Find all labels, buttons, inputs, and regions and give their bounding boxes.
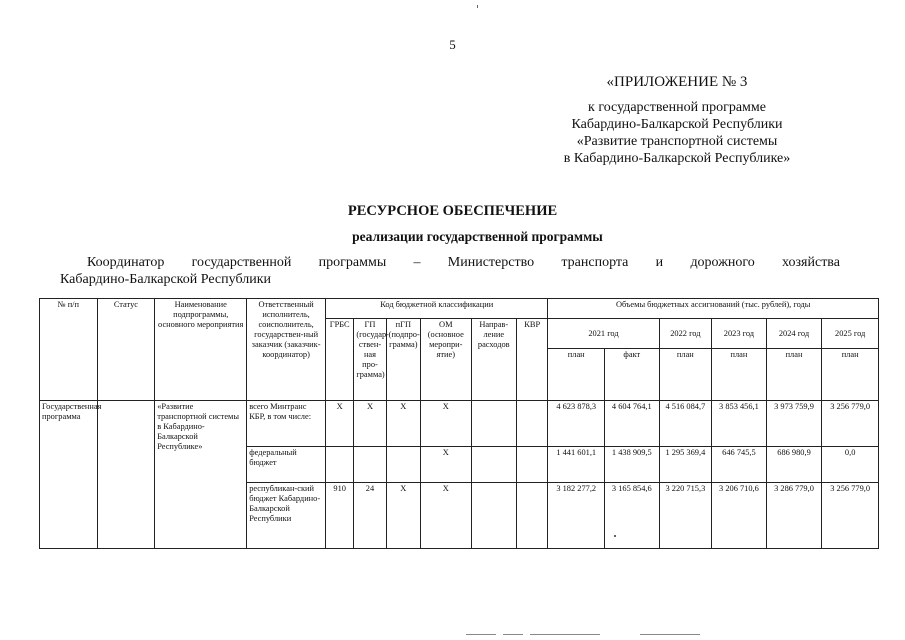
appendix-line: в Кабардино-Балкарской Республике» bbox=[563, 151, 791, 166]
header-pgp: пГП (подпро-грамма) bbox=[386, 319, 420, 401]
code-cell bbox=[326, 447, 354, 483]
header-year-2021: 2021 год bbox=[548, 319, 659, 349]
exec-cell: республикан-ский бюджет Кабардино-Балкарской Республики bbox=[247, 483, 326, 549]
header-num: № п/п bbox=[40, 299, 98, 401]
value-cell: 3 286 779,0 bbox=[766, 483, 822, 549]
value-cell: 3 973 759,9 bbox=[766, 401, 822, 447]
value-cell: 1 438 909,5 bbox=[605, 447, 660, 483]
appendix-block bbox=[527, 74, 827, 167]
header-exec: Ответственный исполнитель, соисполнитель, государствен-ный заказчик (заказчик-координатор) bbox=[247, 299, 326, 401]
code-cell bbox=[471, 447, 516, 483]
scan-dot bbox=[614, 535, 616, 537]
subheader-plan: план bbox=[766, 349, 822, 401]
scan-artifact-line bbox=[466, 634, 496, 635]
value-cell: 646 745,5 bbox=[712, 447, 767, 483]
subheader-plan: план bbox=[659, 349, 712, 401]
coordinator-word: хозяйства bbox=[782, 255, 840, 270]
scan-speck bbox=[477, 5, 478, 8]
header-budget-code: Код бюджетной классификации bbox=[326, 299, 548, 319]
code-cell bbox=[517, 483, 548, 549]
value-cell: 3 220 715,3 bbox=[659, 483, 712, 549]
subheader-plan: план bbox=[822, 349, 879, 401]
value-cell: 3 256 779,0 bbox=[822, 401, 879, 447]
header-volumes: Объемы бюджетных ассигнований (тыс. рублей), годы bbox=[548, 299, 879, 319]
code-cell: X bbox=[354, 401, 386, 447]
coordinator-word: и bbox=[655, 255, 664, 270]
scan-artifact-line bbox=[530, 634, 600, 635]
header-napr: Направ-ление расходов bbox=[471, 319, 516, 401]
header-gp: ГП (государ-ствен-ная про-грамма) bbox=[354, 319, 386, 401]
scan-artifact-line bbox=[640, 634, 700, 635]
appendix-line: Кабардино-Балкарской Республики bbox=[571, 117, 783, 132]
code-cell: 24 bbox=[354, 483, 386, 549]
appendix-heading: «ПРИЛОЖЕНИЕ № 3 bbox=[606, 74, 748, 90]
code-cell bbox=[517, 447, 548, 483]
header-om: ОМ (основное меропри-ятие) bbox=[421, 319, 472, 401]
value-cell: 4 604 764,1 bbox=[605, 401, 660, 447]
value-cell: 686 980,9 bbox=[766, 447, 822, 483]
resource-table bbox=[39, 298, 879, 549]
empty-cell bbox=[97, 401, 155, 549]
value-cell: 1 295 369,4 bbox=[659, 447, 712, 483]
subheader-plan: план bbox=[712, 349, 767, 401]
coordinator-line2: Кабардино-Балкарской Республики bbox=[60, 272, 271, 287]
coordinator-word: государственной bbox=[191, 255, 292, 270]
value-cell: 3 206 710,6 bbox=[712, 483, 767, 549]
value-cell: 3 165 854,6 bbox=[605, 483, 660, 549]
code-cell: X bbox=[326, 401, 354, 447]
coordinator-word: Министерство bbox=[447, 255, 535, 270]
exec-cell: всего Минтранс КБР, в том числе: bbox=[247, 401, 326, 447]
code-cell: X bbox=[421, 447, 472, 483]
value-cell: 3 853 456,1 bbox=[712, 401, 767, 447]
header-grbs: ГРБС bbox=[326, 319, 354, 401]
value-cell: 0,0 bbox=[822, 447, 879, 483]
document-subtitle: реализации государственной программы bbox=[352, 229, 603, 244]
subheader-plan: план bbox=[548, 349, 605, 401]
status-cell: Государственная программа bbox=[40, 401, 98, 549]
coordinator-word: дорожного bbox=[690, 255, 755, 270]
code-cell bbox=[517, 401, 548, 447]
value-cell: 3 182 277,2 bbox=[548, 483, 605, 549]
header-year-2024: 2024 год bbox=[766, 319, 822, 349]
document-title: РЕСУРСНОЕ ОБЕСПЕЧЕНИЕ bbox=[347, 203, 558, 219]
code-cell: 910 bbox=[326, 483, 354, 549]
coordinator-word: программы bbox=[318, 255, 387, 270]
page-number: 5 bbox=[449, 37, 456, 52]
header-year-2025: 2025 год bbox=[822, 319, 879, 349]
code-cell: X bbox=[386, 483, 420, 549]
coordinator-statement bbox=[60, 254, 840, 288]
header-year-2022: 2022 год bbox=[659, 319, 712, 349]
code-cell: X bbox=[421, 401, 472, 447]
code-cell: X bbox=[386, 401, 420, 447]
exec-cell: федеральный бюджет bbox=[247, 447, 326, 483]
code-cell: X bbox=[421, 483, 472, 549]
program-name-cell: «Развитие транспортной системы в Кабардино-Балкарской Республике» bbox=[155, 401, 247, 549]
scan-artifact-line bbox=[503, 634, 523, 635]
value-cell: 4 623 878,3 bbox=[548, 401, 605, 447]
coordinator-word: – bbox=[413, 255, 421, 270]
header-status: Статус bbox=[97, 299, 155, 401]
appendix-line: «Развитие транспортной системы bbox=[576, 134, 778, 149]
code-cell bbox=[471, 401, 516, 447]
header-year-2023: 2023 год bbox=[712, 319, 767, 349]
code-cell bbox=[386, 447, 420, 483]
code-cell bbox=[354, 447, 386, 483]
coordinator-word: Координатор bbox=[87, 255, 165, 270]
header-name: Наименование подпрограммы, основного мероприятия bbox=[155, 299, 247, 401]
appendix-line: к государственной программе bbox=[588, 100, 766, 115]
code-cell bbox=[471, 483, 516, 549]
coordinator-word: транспорта bbox=[561, 255, 629, 270]
value-cell: 1 441 601,1 bbox=[548, 447, 605, 483]
subheader-fact: факт bbox=[605, 349, 660, 401]
header-kvr: КВР bbox=[517, 319, 548, 401]
value-cell: 4 516 084,7 bbox=[659, 401, 712, 447]
value-cell: 3 256 779,0 bbox=[822, 483, 879, 549]
